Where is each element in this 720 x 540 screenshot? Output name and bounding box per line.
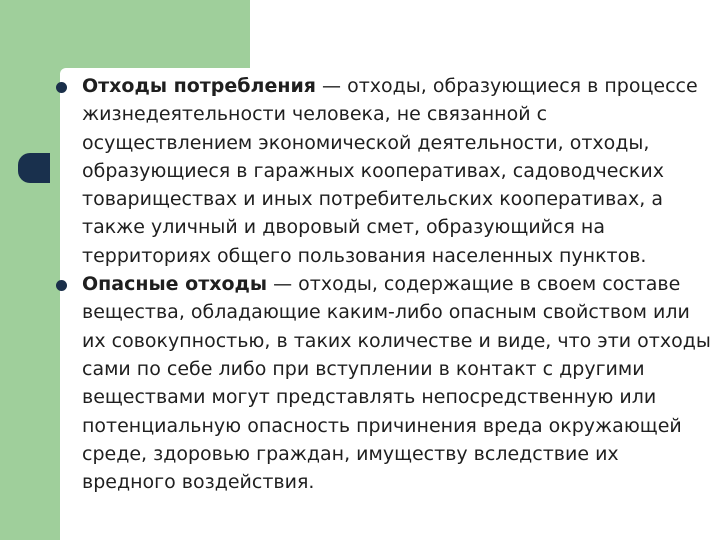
definitions-list: [82, 72, 712, 496]
definition-term: Опасные отходы: [82, 273, 268, 296]
decorative-left-strip: [0, 68, 60, 540]
decorative-navy-tab: [18, 153, 50, 183]
definition-item-hazardous-waste: [82, 270, 712, 496]
bullet-icon: [56, 82, 67, 93]
definition-term: Отходы потребления: [82, 75, 317, 97]
definition-text: — отходы, образующиеся в процессе жизнедеятельности человека, не связанной с осуществлением экономической деятельности, отходы, образующиеся в гаражных кооперативах, садоводческих товариществах и иных потребительских кооперативах, а также уличный и дворовый смет, образующийся на территориях общего пользования населенных пунктов.: [82, 75, 698, 267]
definition-item-consumption-waste: [82, 72, 712, 270]
definition-text: — отходы, содержащие в своем составе вещества, обладающие каким-либо опасным свойством или их совокупностью, в таких количестве и виде, что эти отходы сами по себе либо при вступлении в контакт с другими веществами могут представлять непосредственную или потенциальную опасность причинения вреда окружающей среде, здоровью граждан, имуществу вследствие их вредного воздействия.: [82, 273, 711, 494]
bullet-icon: [56, 280, 67, 291]
